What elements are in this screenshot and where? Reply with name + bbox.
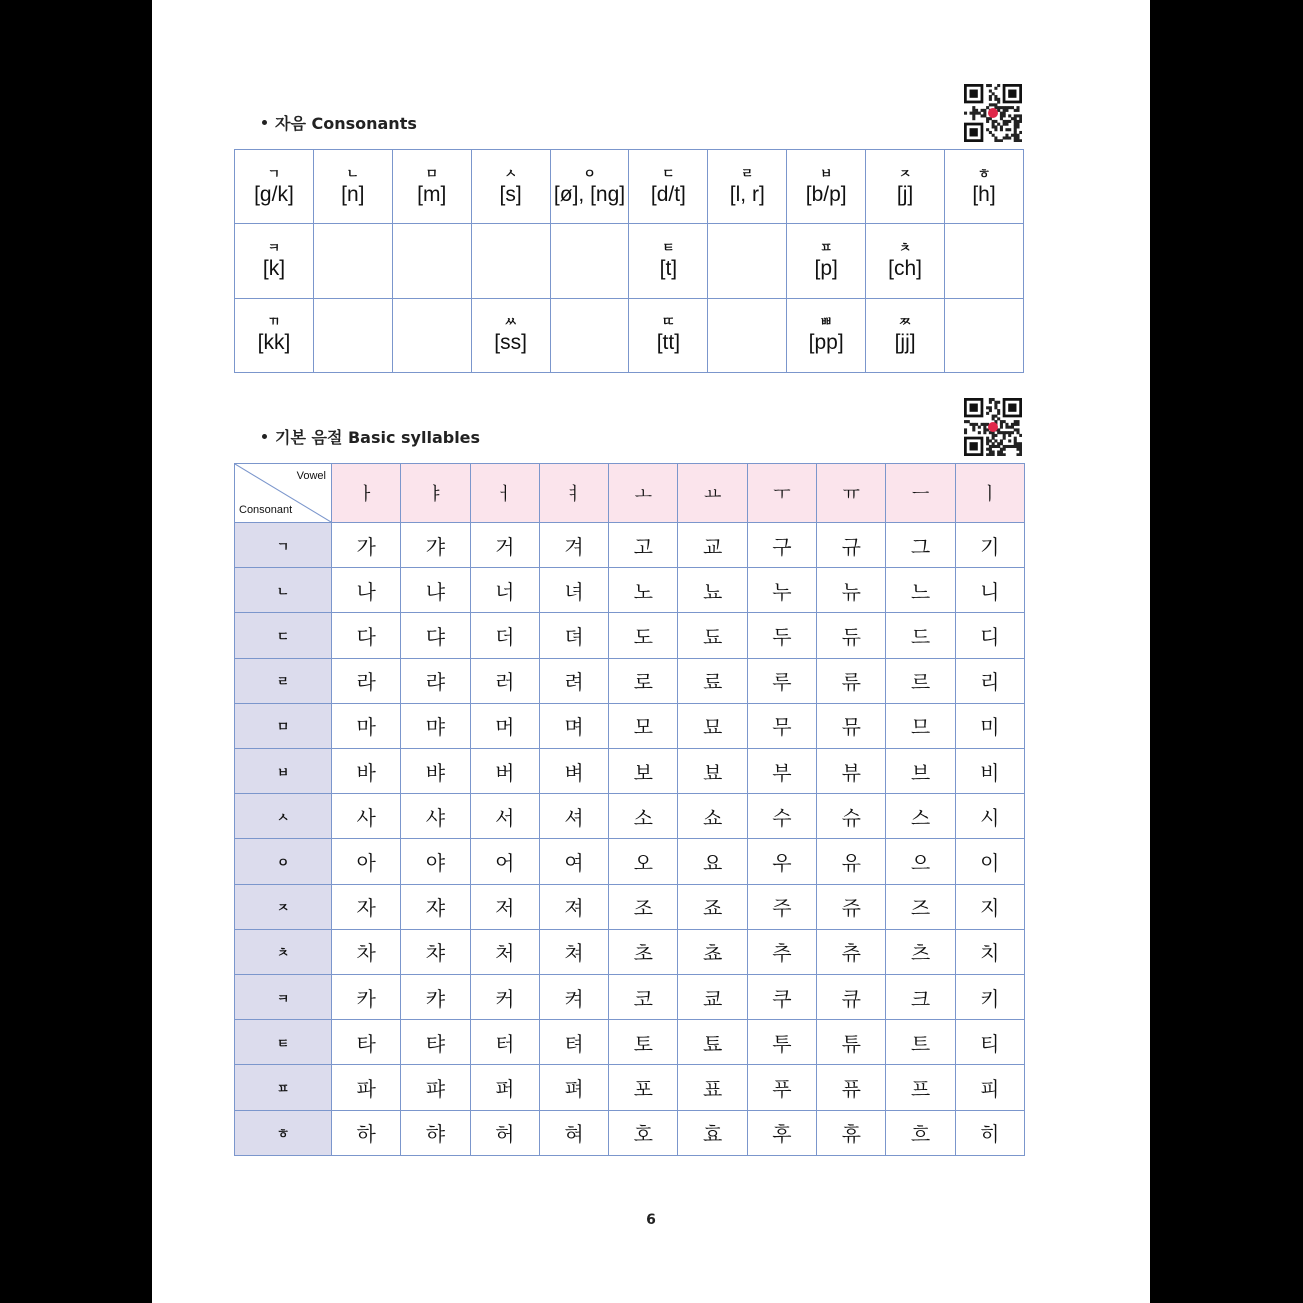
consonant-romanization: [d/t]	[650, 182, 686, 206]
syllable-cell: 조	[609, 884, 678, 929]
syllable-cell: 샤	[401, 794, 470, 839]
syllable-cell: 슈	[817, 794, 886, 839]
syllable-cell: 료	[678, 658, 747, 703]
syllable-cell: 뱌	[401, 749, 470, 794]
consonants-table	[234, 149, 1024, 373]
syllable-cell: 뵤	[678, 749, 747, 794]
consonant-romanization: [k]	[262, 256, 286, 280]
syllable-cell: 요	[678, 839, 747, 884]
consonant-romanization: [t]	[659, 256, 678, 280]
syllable-cell: 트	[886, 1020, 955, 1065]
consonant-jamo: ㄴ	[346, 166, 360, 182]
vowel-header-cell: ㅗ	[609, 464, 678, 523]
syllable-cell: 쟈	[401, 884, 470, 929]
syllable-cell: 묘	[678, 703, 747, 748]
corner-consonant-label: Consonant	[239, 504, 293, 516]
syllable-cell: 허	[470, 1110, 539, 1155]
syllable-cell: 바	[332, 749, 401, 794]
syllable-cell: 냐	[401, 568, 470, 613]
consonant-header-cell: ㅍ	[235, 1065, 332, 1110]
syllable-cell: 코	[609, 975, 678, 1020]
syllable-cell: 다	[332, 613, 401, 658]
syllable-cell: 브	[886, 749, 955, 794]
syllable-cell: 처	[470, 929, 539, 974]
consonant-romanization: [m]	[417, 182, 447, 206]
consonant-cell	[945, 224, 1024, 298]
syllable-cell: 로	[609, 658, 678, 703]
syllable-cell: 부	[747, 749, 816, 794]
consonant-cell	[471, 224, 550, 298]
syllable-cell: 려	[539, 658, 608, 703]
syllable-row	[235, 749, 1025, 794]
consonant-header-cell: ㅁ	[235, 703, 332, 748]
syllable-cell: 교	[678, 523, 747, 568]
syllable-cell: 툐	[678, 1020, 747, 1065]
syllable-cell: 류	[817, 658, 886, 703]
syllable-cell: 토	[609, 1020, 678, 1065]
consonant-jamo: ㅇ	[583, 166, 596, 182]
syllable-cell: 탸	[401, 1020, 470, 1065]
consonant-romanization: [ch]	[888, 256, 922, 280]
syllable-cell: 쿠	[747, 975, 816, 1020]
consonant-cell	[945, 298, 1024, 372]
vowel-header-row	[235, 464, 1025, 523]
consonant-romanization: [n]	[341, 182, 365, 206]
syllable-cell: 러	[470, 658, 539, 703]
syllable-cell: 셔	[539, 794, 608, 839]
consonant-cell	[945, 150, 1024, 224]
syllable-cell: 큐	[817, 975, 886, 1020]
syllable-cell: 댜	[401, 613, 470, 658]
syllable-cell: 노	[609, 568, 678, 613]
syllable-cell: 우	[747, 839, 816, 884]
table-corner	[235, 464, 332, 523]
consonant-jamo: ㄷ	[662, 166, 675, 182]
consonant-romanization: [jj]	[894, 331, 916, 355]
vowel-header-cell: ㅡ	[886, 464, 955, 523]
consonant-header-cell: ㄹ	[235, 658, 332, 703]
consonant-cell	[708, 298, 787, 372]
syllable-cell: 표	[678, 1065, 747, 1110]
syllable-row	[235, 703, 1025, 748]
syllable-cell: 여	[539, 839, 608, 884]
syllable-cell: 비	[955, 749, 1024, 794]
syllable-cell: 파	[332, 1065, 401, 1110]
consonant-cell	[787, 224, 866, 298]
vowel-header-cell: ㅣ	[955, 464, 1024, 523]
consonant-cell	[235, 150, 314, 224]
syllable-cell: 챠	[401, 929, 470, 974]
syllable-cell: 겨	[539, 523, 608, 568]
syllable-row	[235, 613, 1025, 658]
syllable-cell: 사	[332, 794, 401, 839]
syllable-cell: 뷰	[817, 749, 886, 794]
syllable-cell: 튜	[817, 1020, 886, 1065]
syllable-cell: 벼	[539, 749, 608, 794]
consonant-cell	[392, 224, 471, 298]
consonant-cell	[787, 150, 866, 224]
qr-code-graphic	[964, 398, 1022, 456]
syllable-cell: 추	[747, 929, 816, 974]
syllable-cell: 투	[747, 1020, 816, 1065]
syllable-cell: 캬	[401, 975, 470, 1020]
consonant-header-cell: ㅂ	[235, 749, 332, 794]
consonant-romanization: [ss]	[494, 331, 527, 355]
consonant-row	[235, 298, 1024, 372]
bullet-icon	[262, 120, 267, 125]
consonant-header-cell: ㄱ	[235, 523, 332, 568]
consonant-jamo: ㅎ	[977, 166, 991, 182]
consonant-jamo: ㄹ	[741, 166, 754, 182]
syllable-row	[235, 1065, 1025, 1110]
syllable-cell: 뉴	[817, 568, 886, 613]
syllable-row	[235, 884, 1025, 929]
consonant-header-cell: ㅇ	[235, 839, 332, 884]
consonant-cell	[708, 150, 787, 224]
vowel-header-cell: ㅏ	[332, 464, 401, 523]
consonant-header-cell: ㄷ	[235, 613, 332, 658]
consonant-cell	[471, 150, 550, 224]
syllable-cell: 됴	[678, 613, 747, 658]
syllable-cell: 이	[955, 839, 1024, 884]
consonant-cell	[629, 224, 708, 298]
consonant-jamo: ㅍ	[819, 240, 833, 256]
syllable-cell: 마	[332, 703, 401, 748]
vowel-header-cell: ㅛ	[678, 464, 747, 523]
syllable-cell: 구	[747, 523, 816, 568]
syllable-cell: 후	[747, 1110, 816, 1155]
consonants-title-text: 자음 Consonants	[275, 114, 417, 133]
consonant-row	[235, 224, 1024, 298]
syllable-cell: 뇨	[678, 568, 747, 613]
syllable-cell: 푸	[747, 1065, 816, 1110]
syllable-cell: 혀	[539, 1110, 608, 1155]
syllable-cell: 츠	[886, 929, 955, 974]
syllable-cell: 루	[747, 658, 816, 703]
syllable-cell: 차	[332, 929, 401, 974]
syllable-cell: 져	[539, 884, 608, 929]
consonant-cell	[313, 298, 392, 372]
consonant-header-cell: ㅈ	[235, 884, 332, 929]
consonant-romanization: [tt]	[656, 331, 681, 355]
consonant-cell	[235, 224, 314, 298]
consonant-cell	[866, 150, 945, 224]
consonant-romanization: [j]	[896, 182, 914, 206]
consonant-cell	[471, 298, 550, 372]
syllable-cell: 터	[470, 1020, 539, 1065]
syllable-cell: 티	[955, 1020, 1024, 1065]
syllable-row	[235, 568, 1025, 613]
consonant-cell	[866, 224, 945, 298]
bullet-icon	[262, 434, 267, 439]
syllable-cell: 타	[332, 1020, 401, 1065]
consonant-header-cell: ㅊ	[235, 929, 332, 974]
consonant-jamo: ㅆ	[504, 315, 517, 331]
syllable-cell: 오	[609, 839, 678, 884]
consonant-header-cell: ㅎ	[235, 1110, 332, 1155]
syllable-cell: 뎌	[539, 613, 608, 658]
document-page	[152, 0, 1150, 1303]
consonant-cell	[313, 150, 392, 224]
syllable-cell: 리	[955, 658, 1024, 703]
syllable-cell: 쿄	[678, 975, 747, 1020]
consonant-cell	[392, 298, 471, 372]
syllable-cell: 호	[609, 1110, 678, 1155]
consonant-romanization: [pp]	[808, 331, 844, 355]
syllable-cell: 랴	[401, 658, 470, 703]
syllable-cell: 쥬	[817, 884, 886, 929]
consonant-jamo: ㅅ	[504, 166, 517, 182]
consonant-romanization: [kk]	[257, 331, 291, 355]
vowel-header-cell: ㅓ	[470, 464, 539, 523]
consonant-cell	[708, 224, 787, 298]
consonant-jamo: ㅋ	[267, 240, 281, 256]
syllable-cell: 켜	[539, 975, 608, 1020]
syllable-cell: 아	[332, 839, 401, 884]
syllable-cell: 즈	[886, 884, 955, 929]
syllable-row	[235, 929, 1025, 974]
consonant-romanization: [s]	[499, 182, 522, 206]
consonant-romanization: [h]	[972, 182, 996, 206]
consonant-row	[235, 150, 1024, 224]
syllable-cell: 초	[609, 929, 678, 974]
consonant-jamo: ㅁ	[425, 166, 438, 182]
syllable-cell: 으	[886, 839, 955, 884]
syllable-cell: 치	[955, 929, 1024, 974]
syllable-cell: 두	[747, 613, 816, 658]
consonant-jamo: ㅉ	[898, 315, 912, 331]
syllable-cell: 카	[332, 975, 401, 1020]
syllable-cell: 츄	[817, 929, 886, 974]
syllable-cell: 느	[886, 568, 955, 613]
syllable-cell: 포	[609, 1065, 678, 1110]
consonant-jamo: ㄸ	[662, 315, 675, 331]
syllable-row	[235, 975, 1025, 1020]
syllable-cell: 지	[955, 884, 1024, 929]
qr-code-icon[interactable]	[964, 398, 1022, 456]
consonant-romanization: [ø], [ng]	[553, 182, 626, 206]
syllable-cell: 쇼	[678, 794, 747, 839]
consonant-cell	[235, 298, 314, 372]
syllable-row	[235, 523, 1025, 568]
syllable-cell: 어	[470, 839, 539, 884]
consonant-jamo: ㅈ	[898, 166, 912, 182]
syllable-cell: 라	[332, 658, 401, 703]
syllable-cell: 저	[470, 884, 539, 929]
consonant-jamo: ㅃ	[819, 315, 833, 331]
vowel-header-cell: ㅜ	[747, 464, 816, 523]
syllable-cell: 주	[747, 884, 816, 929]
consonant-cell	[313, 224, 392, 298]
syllable-row	[235, 1110, 1025, 1155]
vowel-header-cell: ㅑ	[401, 464, 470, 523]
syllable-cell: 거	[470, 523, 539, 568]
syllable-cell: 가	[332, 523, 401, 568]
consonant-cell	[550, 224, 629, 298]
syllable-row	[235, 794, 1025, 839]
consonant-romanization: [b/p]	[805, 182, 847, 206]
syllable-cell: 드	[886, 613, 955, 658]
consonant-romanization: [g/k]	[254, 182, 294, 206]
syllable-row	[235, 658, 1025, 703]
syllable-cell: 나	[332, 568, 401, 613]
consonant-jamo: ㄱ	[267, 166, 281, 182]
consonant-cell	[787, 298, 866, 372]
syllable-cell: 뮤	[817, 703, 886, 748]
syllables-section-title	[262, 425, 480, 448]
syllable-cell: 흐	[886, 1110, 955, 1155]
consonant-cell	[866, 298, 945, 372]
consonant-header-cell: ㅋ	[235, 975, 332, 1020]
corner-vowel-label: Vowel	[296, 470, 326, 482]
syllable-cell: 도	[609, 613, 678, 658]
syllables-title-text: 기본 음절 Basic syllables	[275, 428, 481, 447]
syllable-cell: 퍄	[401, 1065, 470, 1110]
consonant-cell	[629, 150, 708, 224]
syllable-cell: 보	[609, 749, 678, 794]
syllable-cell: 자	[332, 884, 401, 929]
syllable-cell: 르	[886, 658, 955, 703]
syllable-cell: 휴	[817, 1110, 886, 1155]
syllable-cell: 프	[886, 1065, 955, 1110]
consonants-section-title	[262, 111, 417, 134]
syllable-cell: 피	[955, 1065, 1024, 1110]
qr-code-graphic	[964, 84, 1022, 142]
syllables-table	[234, 463, 1025, 1156]
syllable-cell: 죠	[678, 884, 747, 929]
syllable-row	[235, 1020, 1025, 1065]
syllable-cell: 디	[955, 613, 1024, 658]
syllable-cell: 버	[470, 749, 539, 794]
syllable-cell: 쳐	[539, 929, 608, 974]
consonant-romanization: [l, r]	[729, 182, 765, 206]
syllable-cell: 미	[955, 703, 1024, 748]
syllable-cell: 퍼	[470, 1065, 539, 1110]
syllable-cell: 스	[886, 794, 955, 839]
syllable-cell: 듀	[817, 613, 886, 658]
syllable-cell: 머	[470, 703, 539, 748]
syllable-cell: 유	[817, 839, 886, 884]
consonant-header-cell: ㄴ	[235, 568, 332, 613]
consonant-jamo: ㅂ	[819, 166, 833, 182]
syllable-cell: 텨	[539, 1020, 608, 1065]
syllable-cell: 먀	[401, 703, 470, 748]
syllable-cell: 하	[332, 1110, 401, 1155]
consonant-cell	[629, 298, 708, 372]
syllable-cell: 히	[955, 1110, 1024, 1155]
syllable-cell: 누	[747, 568, 816, 613]
syllable-cell: 기	[955, 523, 1024, 568]
consonant-cell	[392, 150, 471, 224]
syllable-cell: 키	[955, 975, 1024, 1020]
syllable-cell: 퓨	[817, 1065, 886, 1110]
syllable-cell: 커	[470, 975, 539, 1020]
syllable-cell: 효	[678, 1110, 747, 1155]
syllable-cell: 그	[886, 523, 955, 568]
consonant-header-cell: ㅌ	[235, 1020, 332, 1065]
syllable-cell: 고	[609, 523, 678, 568]
consonant-jamo: ㅊ	[898, 240, 912, 256]
vowel-header-cell: ㅕ	[539, 464, 608, 523]
vowel-header-cell: ㅠ	[817, 464, 886, 523]
syllable-cell: 너	[470, 568, 539, 613]
syllable-cell: 규	[817, 523, 886, 568]
syllable-cell: 쵸	[678, 929, 747, 974]
syllable-cell: 무	[747, 703, 816, 748]
syllable-cell: 며	[539, 703, 608, 748]
syllable-cell: 모	[609, 703, 678, 748]
syllable-cell: 수	[747, 794, 816, 839]
syllable-row	[235, 839, 1025, 884]
syllable-cell: 갸	[401, 523, 470, 568]
consonant-jamo: ㅌ	[662, 240, 675, 256]
syllable-cell: 더	[470, 613, 539, 658]
syllable-cell: 펴	[539, 1065, 608, 1110]
syllable-cell: 시	[955, 794, 1024, 839]
syllable-cell: 소	[609, 794, 678, 839]
syllable-cell: 녀	[539, 568, 608, 613]
page-number: 6	[646, 1212, 656, 1228]
consonant-header-cell: ㅅ	[235, 794, 332, 839]
consonant-cell	[550, 150, 629, 224]
syllable-cell: 크	[886, 975, 955, 1020]
syllable-cell: 야	[401, 839, 470, 884]
syllable-cell: 니	[955, 568, 1024, 613]
qr-code-icon[interactable]	[964, 84, 1022, 142]
consonant-cell	[550, 298, 629, 372]
syllable-cell: 햐	[401, 1110, 470, 1155]
consonant-jamo: ㄲ	[267, 315, 281, 331]
syllable-cell: 므	[886, 703, 955, 748]
consonant-romanization: [p]	[814, 256, 838, 280]
syllable-cell: 서	[470, 794, 539, 839]
